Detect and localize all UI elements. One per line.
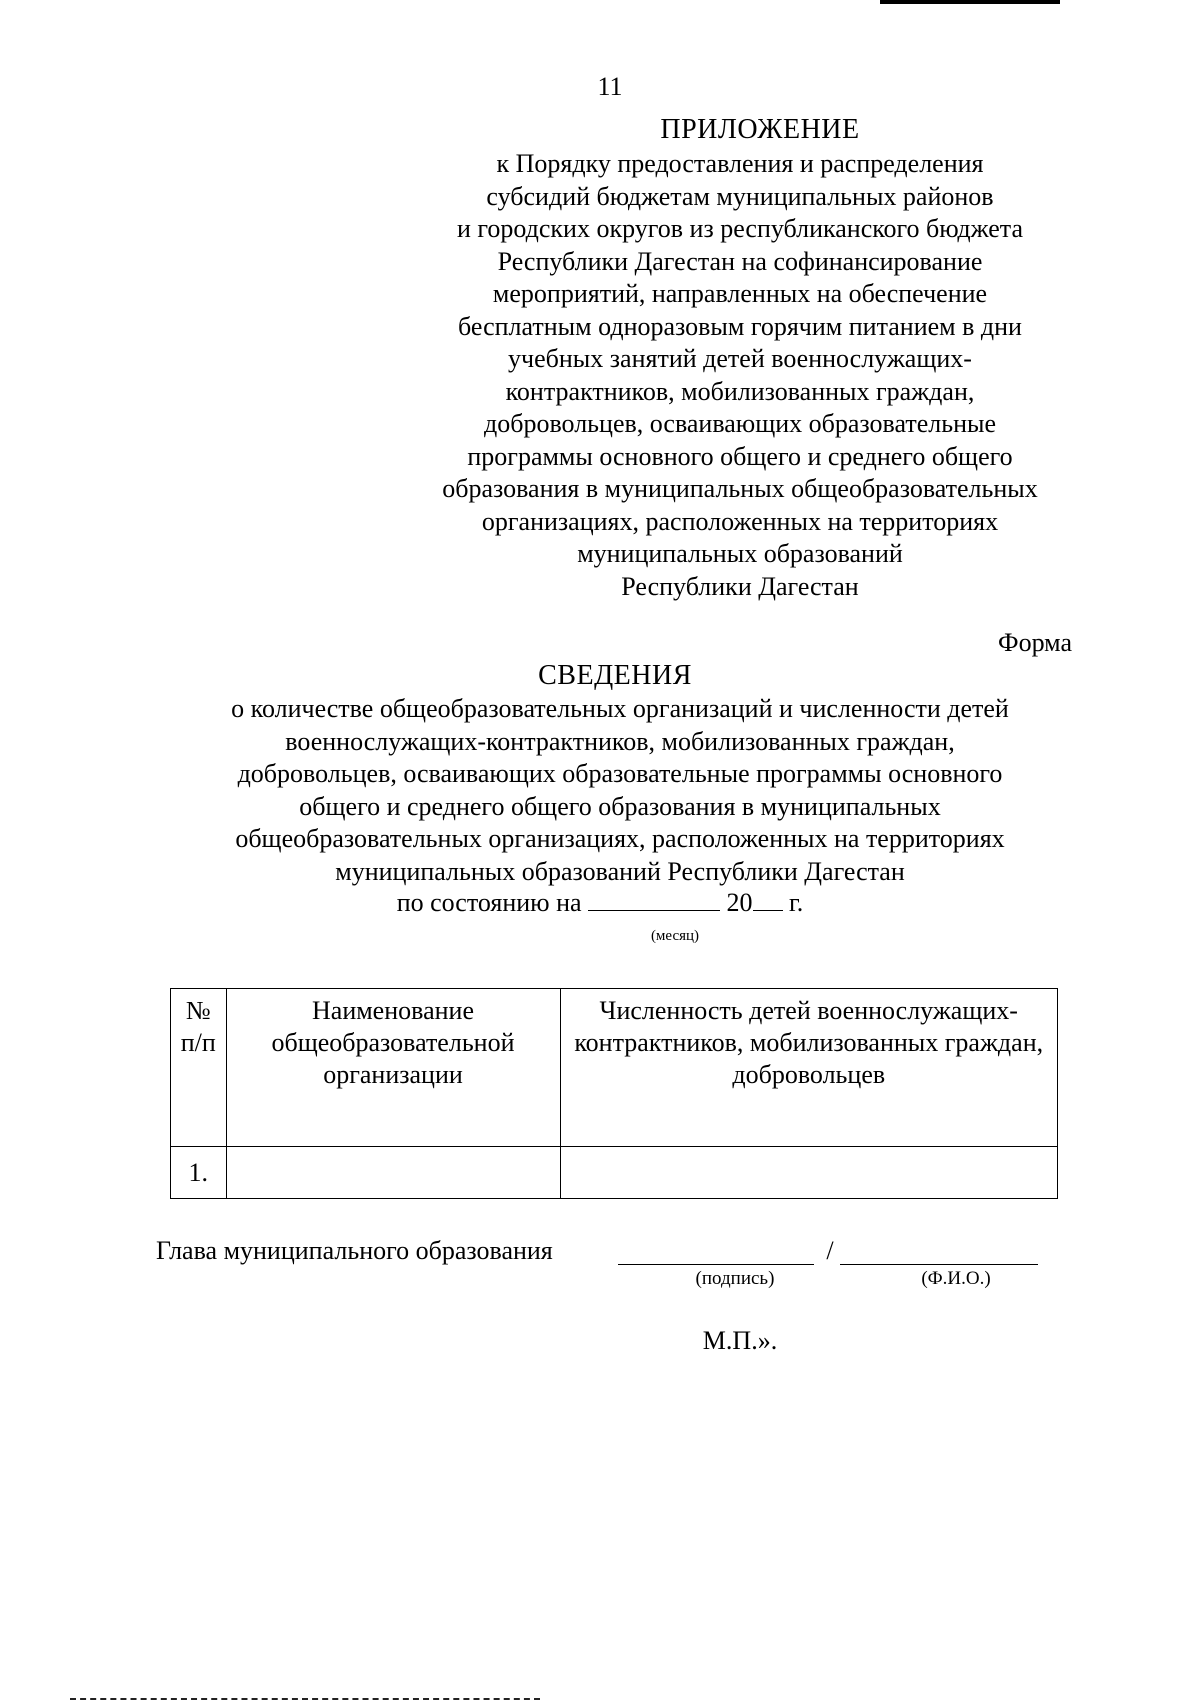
- appendix-line: Республики Дагестан: [621, 571, 859, 601]
- appendix-line: учебных занятий детей военнослужащих-: [508, 344, 972, 373]
- fio-caption: (Ф.И.О.): [921, 1268, 991, 1289]
- appendix-line: субсидий бюджетам муниципальных районов: [486, 181, 994, 211]
- subtitle-line: военнослужащих-контрактников, мобилизованных граждан,: [285, 726, 955, 756]
- subtitle-line: общего и среднего общего образования в муниципальных: [299, 791, 941, 821]
- subtitle-line: о количестве общеобразовательных организаций и численности детей: [231, 694, 1009, 723]
- signature-line[interactable]: [618, 1264, 814, 1265]
- subtitle-line: муниципальных образований Республики Дагестан: [335, 856, 905, 886]
- appendix-line: контрактников, мобилизованных граждан,: [505, 376, 975, 406]
- year-prefix: 20: [726, 888, 753, 917]
- column-header-number: № п/п: [171, 989, 227, 1147]
- table-cell-children-count[interactable]: [560, 1147, 1058, 1199]
- table-row: [171, 1147, 1058, 1199]
- signature-separator: /: [826, 1236, 834, 1265]
- subtitle-line: добровольцев, осваивающих образовательные программы основного: [237, 759, 1003, 788]
- appendix-line: и городских округов из республиканского бюджета: [456, 214, 1024, 243]
- signature-caption: (подпись): [695, 1268, 775, 1289]
- as-of-label: по состоянию на: [396, 888, 582, 917]
- scan-artifact-top: [880, 0, 1060, 4]
- month-blank[interactable]: [588, 888, 720, 911]
- fio-line[interactable]: [840, 1264, 1038, 1265]
- appendix-line: программы основного общего и среднего общего: [467, 441, 1013, 471]
- form-label: Форма: [998, 628, 1072, 657]
- page-number: 11: [597, 72, 623, 101]
- as-of-date-line: [200, 888, 1000, 918]
- year-blank[interactable]: [753, 888, 783, 911]
- table-cell-number: 1.: [171, 1147, 227, 1199]
- head-of-municipality-label: Глава муниципального образования: [156, 1236, 553, 1265]
- appendix-line: к Порядку предоставления и распределения: [496, 149, 984, 178]
- column-header-children-count: Численность детей военнослужащих-контрактников, мобилизованных граждан, добровольцев: [560, 989, 1058, 1147]
- appendix-line: организациях, расположенных на территориях: [481, 506, 999, 536]
- appendix-line: мероприятий, направленных на обеспечение: [492, 279, 988, 308]
- table-cell-organization[interactable]: [226, 1147, 560, 1199]
- appendix-title: ПРИЛОЖЕНИЕ: [660, 114, 860, 145]
- appendix-line: бесплатным одноразовым горячим питанием в дни: [458, 311, 1022, 341]
- year-suffix: г.: [789, 888, 804, 917]
- data-table: [170, 988, 1058, 1199]
- appendix-line: образования в муниципальных общеобразовательных: [442, 474, 1038, 503]
- document-subtitle: [120, 693, 1120, 888]
- month-caption: (месяц): [650, 928, 700, 944]
- subtitle-line: общеобразовательных организациях, расположенных на территориях: [235, 824, 1005, 853]
- appendix-text: [400, 148, 1080, 603]
- column-header-organization: Наименование общеобразовательной организации: [226, 989, 560, 1147]
- appendix-line: Республики Дагестан на софинансирование: [497, 246, 983, 276]
- stamp-place: М.П.».: [702, 1326, 778, 1355]
- table-header-row: [171, 989, 1058, 1147]
- scan-artifact-bottom: [70, 1698, 540, 1700]
- appendix-line: добровольцев, осваивающих образовательные: [483, 409, 997, 438]
- data-table-container: [170, 988, 1058, 1199]
- appendix-line: муниципальных образований: [577, 539, 903, 568]
- document-title: СВЕДЕНИЯ: [538, 660, 692, 691]
